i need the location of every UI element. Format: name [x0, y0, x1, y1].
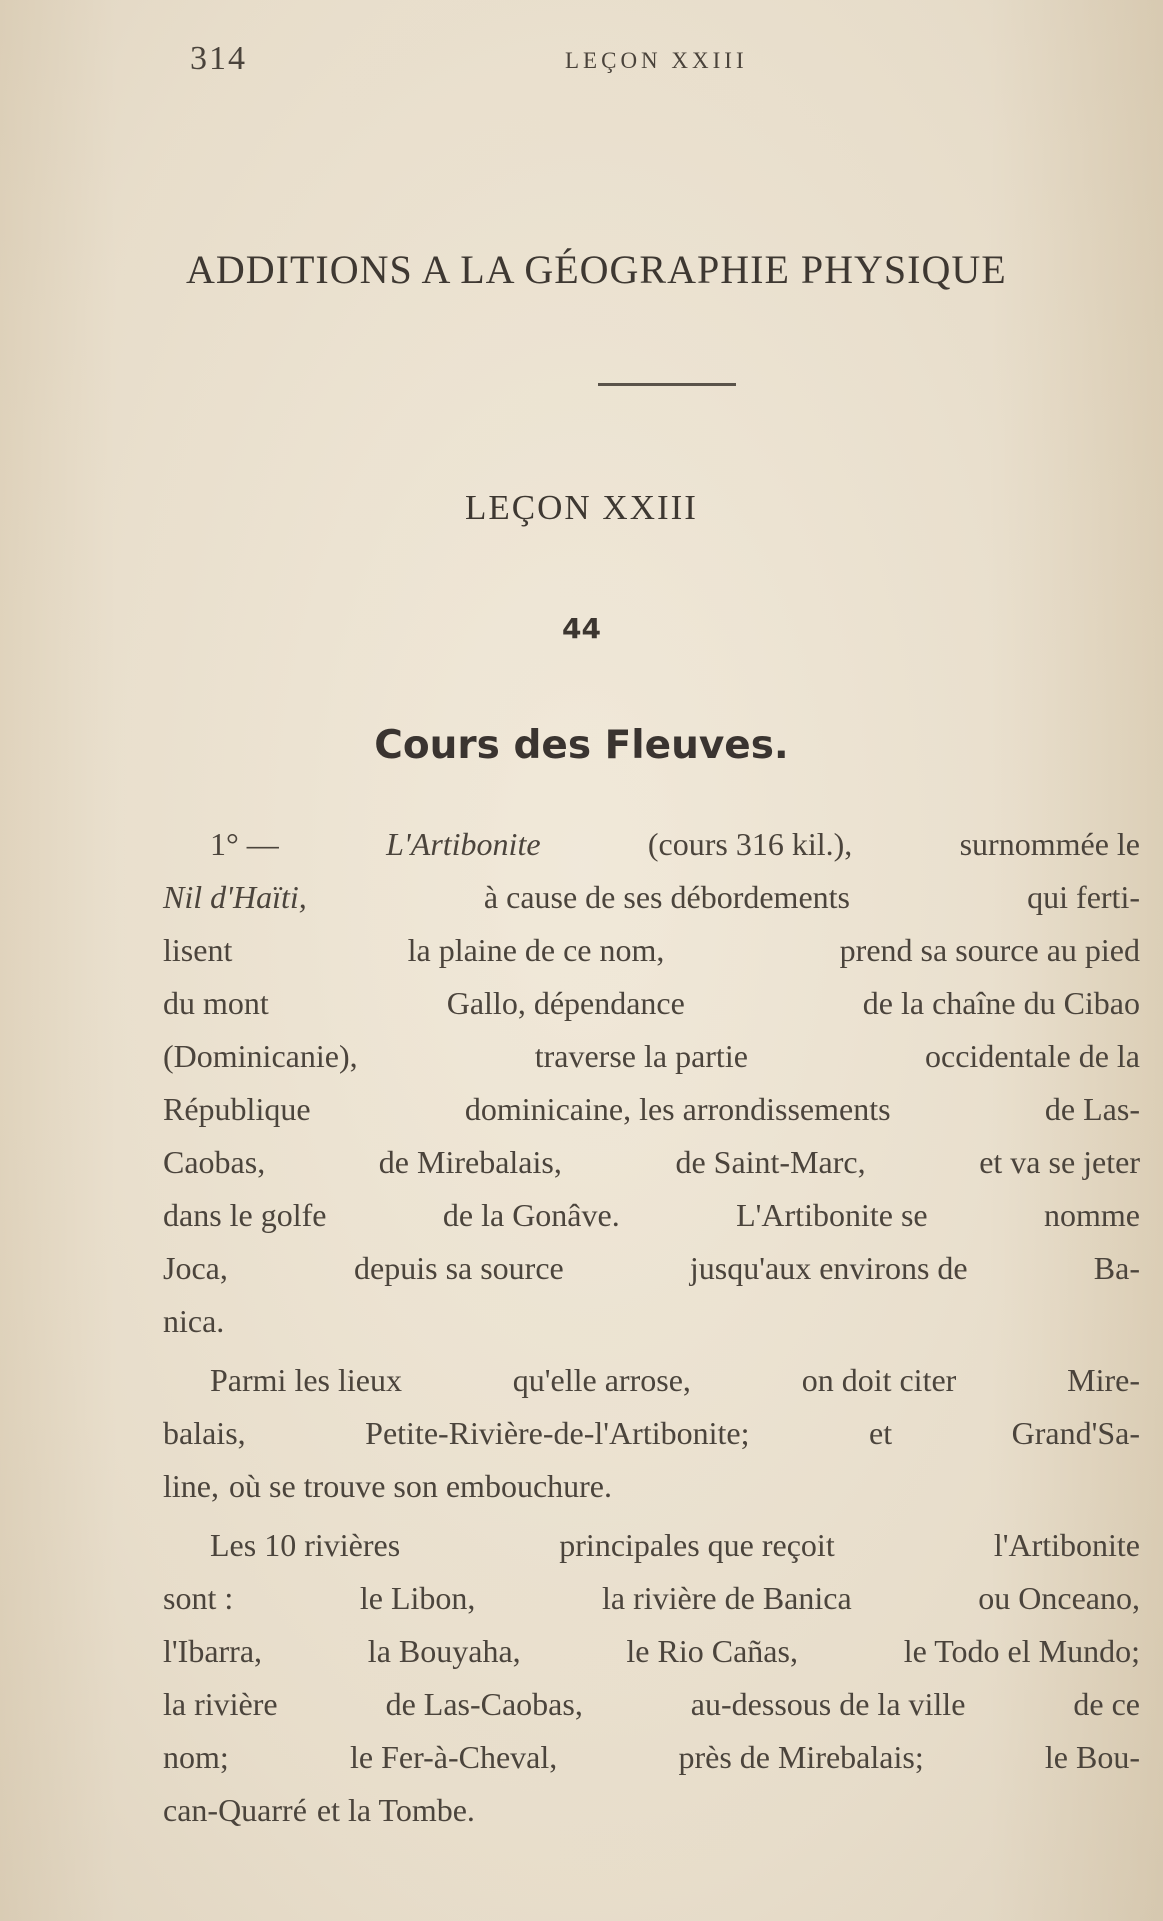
text-segment: Joca,: [163, 1250, 228, 1286]
text-segment: la plaine de ce nom,: [407, 932, 665, 968]
text-segment: le Fer-à-Cheval,: [349, 1739, 558, 1775]
text-segment: Ba-: [1093, 1250, 1140, 1286]
text-segment: du mont: [163, 985, 269, 1021]
text-segment: principales que reçoit: [559, 1527, 835, 1563]
text-segment: près de Mirebalais;: [678, 1739, 924, 1775]
lesson-number: 44: [562, 612, 601, 645]
text-segment: qui ferti-: [1027, 879, 1140, 915]
text-segment: Parmi les lieux: [210, 1362, 402, 1398]
text-segment: de Mirebalais,: [378, 1144, 562, 1180]
text-segment: sont :: [163, 1580, 234, 1616]
text-segment: jusqu'aux environs de: [689, 1250, 968, 1286]
subject-title: Cours des Fleuves.: [374, 723, 789, 768]
text-segment: nom;: [163, 1739, 229, 1775]
text-line: [163, 1460, 1140, 1513]
text-segment: traverse la partie: [534, 1038, 748, 1074]
text-segment: au-dessous de la ville: [690, 1686, 966, 1722]
text-segment: ou Onceano,: [978, 1580, 1140, 1616]
text-line: [163, 1354, 1140, 1407]
text-line: [163, 818, 1140, 871]
text-segment: (Dominicanie),: [163, 1038, 358, 1074]
running-title: LEÇON XXIII: [565, 48, 748, 73]
text-line: [163, 1678, 1140, 1731]
text-segment: de Saint-Marc,: [675, 1144, 866, 1180]
text-segment: le Bou-: [1044, 1739, 1140, 1775]
text-segment: occidentale de la: [925, 1038, 1140, 1074]
text-segment: et la Tombe.: [316, 1792, 475, 1828]
text-segment: qu'elle arrose,: [512, 1362, 691, 1398]
text-line: [163, 1189, 1140, 1242]
text-segment: Gallo, dépendance: [446, 985, 685, 1021]
text-segment: de Las-Caobas,: [385, 1686, 583, 1722]
text-segment: de la Gonâve.: [442, 1197, 620, 1233]
body-text: [163, 818, 1140, 1837]
text-line: [163, 977, 1140, 1030]
river-name: L'Artibonite: [386, 826, 541, 862]
text-segment: la Bouyaha,: [367, 1633, 521, 1669]
text-segment: on doit citer: [801, 1362, 957, 1398]
text-segment: l'Artibonite: [993, 1527, 1140, 1563]
text-segment: Les 10 rivières: [210, 1527, 401, 1563]
text-segment: la rivière: [163, 1686, 278, 1722]
text-segment: nica.: [163, 1303, 225, 1339]
text-segment: le Todo el Mundo;: [903, 1633, 1140, 1669]
text-line: [163, 1625, 1140, 1678]
text-segment: le Libon,: [359, 1580, 476, 1616]
text-segment: où se trouve son embouchure.: [228, 1468, 612, 1504]
page-number: 314: [190, 40, 247, 77]
text-segment: nomme: [1043, 1197, 1140, 1233]
nickname: Nil d'Haïti,: [163, 879, 307, 915]
text-segment: de Las-: [1044, 1091, 1140, 1127]
text-line: [163, 1136, 1140, 1189]
text-segment: can-Quarré: [163, 1792, 307, 1828]
text-line: [163, 1784, 1140, 1837]
text-segment: de la chaîne du Cibao: [862, 985, 1140, 1021]
text-segment: 1° —: [210, 826, 279, 862]
title-rule: [598, 383, 736, 386]
text-segment: dominicaine, les arrondissements: [464, 1091, 891, 1127]
text-segment: de ce: [1073, 1686, 1140, 1722]
text-line: [163, 871, 1140, 924]
lesson-title: LEÇON XXIII: [465, 488, 698, 527]
text-segment: dans le golfe: [163, 1197, 327, 1233]
text-segment: l'Ibarra,: [163, 1633, 263, 1669]
text-line: [163, 1572, 1140, 1625]
text-segment: le Rio Cañas,: [626, 1633, 798, 1669]
text-segment: L'Artibonite se: [736, 1197, 928, 1233]
text-segment: et: [868, 1415, 893, 1451]
text-segment: line,: [163, 1468, 219, 1504]
text-line: [163, 1731, 1140, 1784]
section-title: ADDITIONS A LA GÉOGRAPHIE PHYSIQUE: [186, 247, 1007, 292]
text-segment: République: [163, 1091, 311, 1127]
text-line: [163, 1242, 1140, 1295]
text-line: [163, 1407, 1140, 1460]
text-segment: Grand'Sa-: [1011, 1415, 1140, 1451]
text-segment: lisent: [163, 932, 233, 968]
text-segment: (cours 316 kil.),: [647, 826, 853, 862]
text-segment: balais,: [163, 1415, 246, 1451]
text-segment: la rivière de Banica: [602, 1580, 852, 1616]
text-segment: Petite-Rivière-de-l'Artibonite;: [365, 1415, 750, 1451]
text-segment: Mire-: [1067, 1362, 1140, 1398]
text-segment: surnommée le: [959, 826, 1140, 862]
text-segment: à cause de ses débordements: [483, 879, 850, 915]
text-segment: depuis sa source: [354, 1250, 564, 1286]
text-segment: et va se jeter: [979, 1144, 1140, 1180]
text-segment: Caobas,: [163, 1144, 266, 1180]
text-line: [163, 1083, 1140, 1136]
running-head: [0, 40, 1163, 90]
text-segment: prend sa source au pied: [839, 932, 1140, 968]
text-line: [163, 1030, 1140, 1083]
text-line: [163, 1295, 1140, 1348]
text-line: [163, 924, 1140, 977]
text-line: [163, 1519, 1140, 1572]
